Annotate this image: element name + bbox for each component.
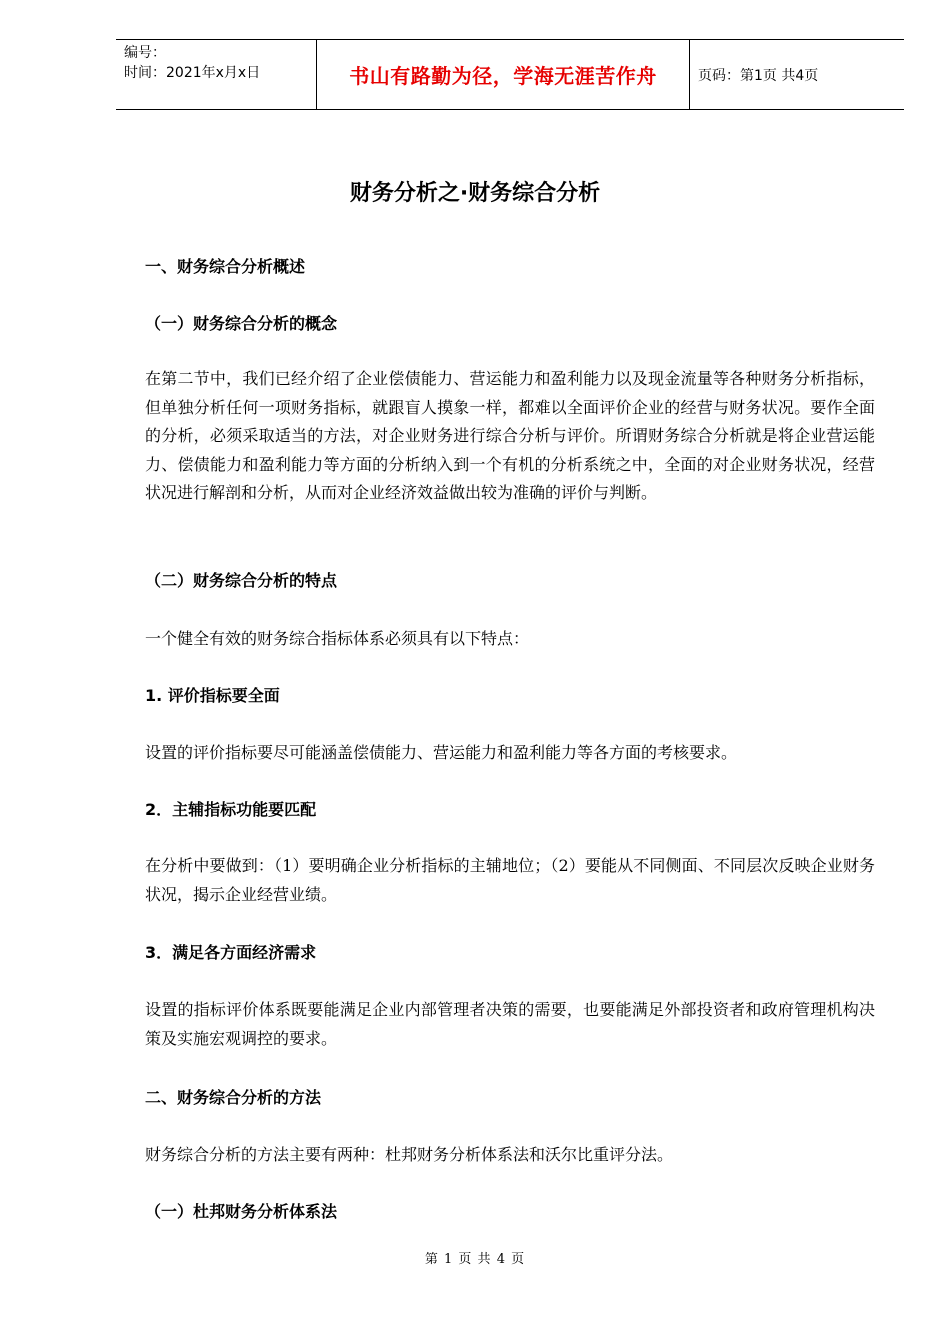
paragraph-feature-3: 设置的指标评价体系既要能满足企业内部管理者决策的需要，也要能满足外部投资者和政府管理机构决策及实施宏观调控的要求。 xyxy=(145,1000,875,1048)
motto-text: 书山有路勤为径，学海无涯苦作舟 xyxy=(349,64,657,88)
subsection-heading-dupont: （一）杜邦财务分析体系法 xyxy=(145,1202,338,1221)
header-meta xyxy=(116,40,316,109)
feature-heading-1: 1. 评价指标要全面 xyxy=(145,686,280,705)
page-footer: 第 1 页 共 4 页 xyxy=(424,1252,526,1267)
subsection-heading-concept: （一）财务综合分析的概念 xyxy=(145,314,338,333)
document-title: 财务分析之·财务综合分析 xyxy=(349,181,601,206)
time-label: 时间：2021年x月x日 xyxy=(124,65,261,81)
paragraph-concept: 在第二节中，我们已经介绍了企业偿债能力、营运能力和盈利能力以及现金流量等各种财务分析指标，但单独分析任何一项财务指标，就跟盲人摸象一样，都难以全面评价企业的经营与财务状况。要作全面的分析，必须采取适当的方法，对企业财务进行综合分析与评价。所谓财务综合分析就是将企业营运能力、偿债能力和盈利能力等方面的分析纳入到一个有机的分析系统之中，全面的对企业财务状况，经营状况进行解剖和分析，从而对企业经济效益做出较为准确的评价与判断。 xyxy=(145,369,875,502)
paragraph-features-intro: 一个健全有效的财务综合指标体系必须具有以下特点： xyxy=(145,629,530,648)
document-header xyxy=(116,39,904,110)
code-label: 编号： xyxy=(124,45,166,61)
paragraph-methods: 财务综合分析的方法主要有两种：杜邦财务分析体系法和沃尔比重评分法。 xyxy=(145,1145,674,1164)
header-page-cell xyxy=(690,40,904,109)
feature-heading-3: 3．满足各方面经济需求 xyxy=(145,943,317,962)
section-heading-methods: 二、财务综合分析的方法 xyxy=(145,1088,322,1107)
paragraph-feature-1: 设置的评价指标要尽可能涵盖偿债能力、营运能力和盈利能力等各方面的考核要求。 xyxy=(145,743,738,762)
subsection-heading-features: （二）财务综合分析的特点 xyxy=(145,571,338,590)
header-motto-cell xyxy=(316,40,690,109)
page-info: 页码：第1页 共4页 xyxy=(698,67,819,84)
feature-heading-2: 2．主辅指标功能要匹配 xyxy=(145,800,317,819)
paragraph-feature-2: 在分析中要做到：（1）要明确企业分析指标的主辅地位；（2）要能从不同侧面、不同层次反映企业财务状况，揭示企业经营业绩。 xyxy=(145,856,875,904)
section-heading-overview: 一、财务综合分析概述 xyxy=(145,257,306,276)
